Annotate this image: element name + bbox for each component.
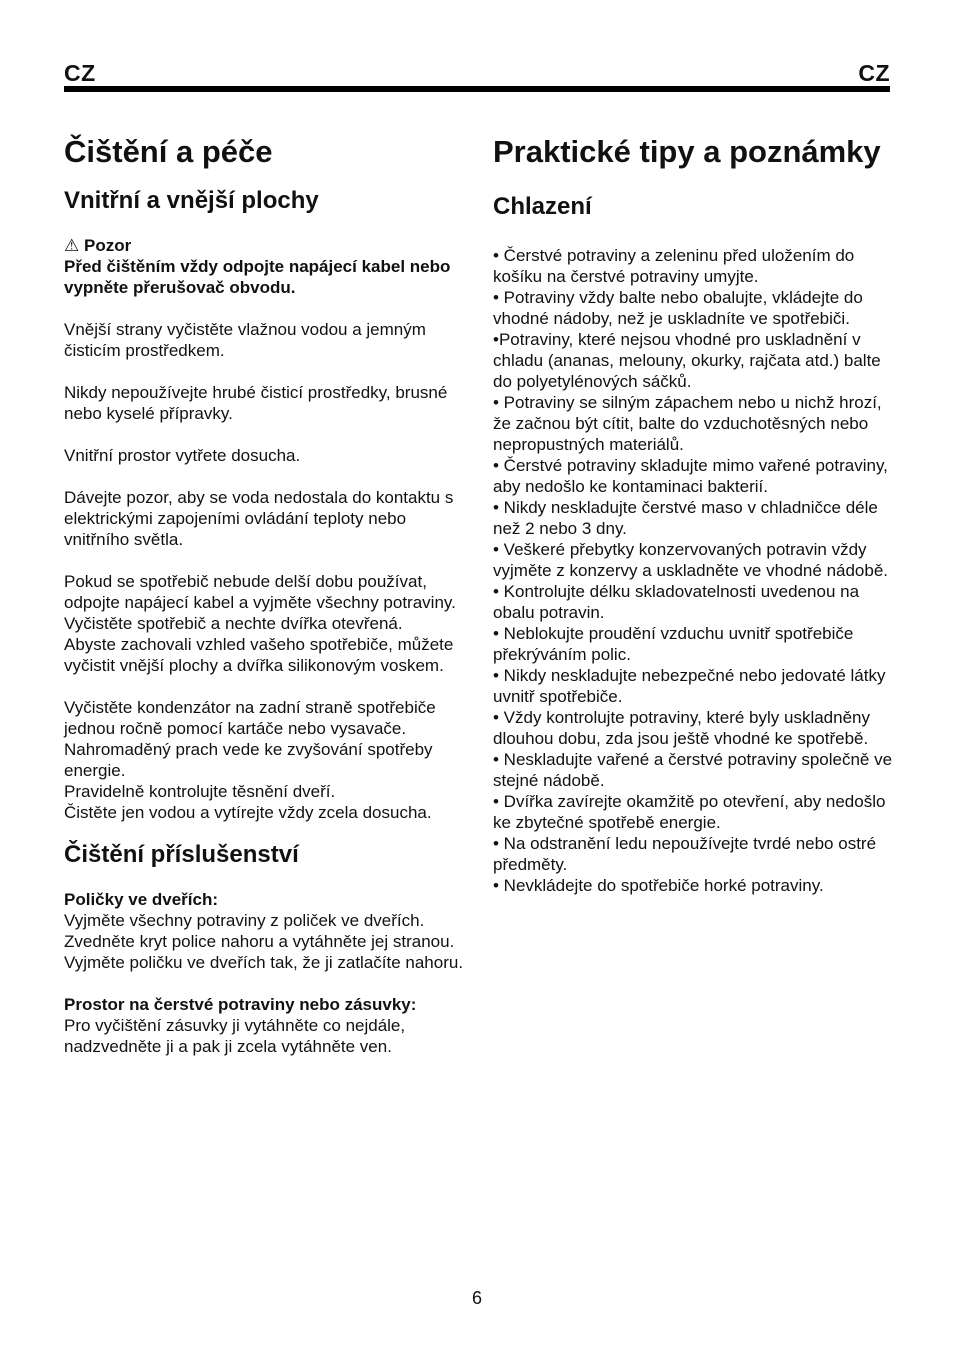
list-item: • Nikdy neskladujte nebezpečné nebo jedovaté látky uvnitř spotřebiče. [493,666,886,706]
heading-surfaces: Vnitřní a vnější plochy [64,187,319,214]
list-item: • Potraviny se silným zápachem nebo u nichž hrozí, že začnou být cítit, balte do vzduchotěsných nebo nepropustných materiálů. [493,393,882,454]
list-item: • Čerstvé potraviny a zeleninu před uložením do košíku na čerstvé potraviny umyjte. [493,246,855,286]
language-code-left: CZ [64,60,96,86]
list-item: • Potraviny vždy balte nebo obalujte, vkládejte do vhodné nádoby, než je uskladníte ve spotřebiči. [493,288,863,328]
list-item: • Neblokujte proudění vzduchu uvnitř spotřebiče překrýváním polic. [493,624,854,664]
list-item: • Neskladujte vařené a čerstvé potraviny společně ve stejné nádobě. [493,750,893,790]
page-number: 6 [471,1288,482,1308]
list-item: • Kontrolujte délku skladovatelnosti uvedenou na obalu potravin. [493,582,860,622]
heading-accessories: Čištění příslušenství [64,841,299,868]
warning-label: Pozor [83,236,132,255]
list-item: • Nikdy neskladujte čerstvé maso v chladničce déle než 2 nebo 3 dny. [493,498,878,538]
warning-block [64,235,464,256]
paragraph: Vnitřní prostor vytřete dosucha. [64,446,301,465]
paragraph: Dávejte pozor, aby se voda nedostala do kontaktu s elektrickými zapojeními ovládání teploty nebo vnitřního světla. [64,488,454,549]
paragraph: Nikdy nepoužívejte hrubé čisticí prostředky, brusné nebo kyselé přípravky. [64,383,448,423]
page-title-cleaning: Čištění a péče [64,134,273,169]
paragraph: Pokud se spotřebič nebude delší dobu používat, odpojte napájecí kabel a vyjměte všechny potraviny. Vyčistěte spotřebič a nechte dvířka otevřená. [64,572,456,633]
language-code-right: CZ [858,60,890,86]
tips-list [493,245,893,896]
paragraph: Pro vyčištění zásuvky ji vytáhněte co nejdále, nadzvedněte ji a pak ji zcela vytáhněte ven. [64,1016,406,1056]
header-rule [64,86,890,92]
warning-icon: ⚠ [64,236,80,255]
subheading-drawers: Prostor na čerstvé potraviny nebo zásuvky: [64,995,417,1014]
list-item: • Na odstranění ledu nepoužívejte tvrdé nebo ostré předměty. [493,834,877,874]
list-item: • Dvířka zavírejte okamžitě po otevření, aby nedošlo ke zbytečné spotřebě energie. [493,792,886,832]
list-item: • Nevkládejte do spotřebiče horké potraviny. [493,876,824,895]
subheading-door-shelves: Poličky ve dveřích: [64,890,219,909]
paragraph: Vnější strany vyčistěte vlažnou vodou a jemným čisticím prostředkem. [64,320,426,360]
warning-text: Před čištěním vždy odpojte napájecí kabel nebo vypněte přerušovač obvodu. [64,257,451,297]
list-item: • Vždy kontrolujte potraviny, které byly uskladněny dlouhou dobu, zda jsou ještě vhodné ke spotřebě. [493,708,870,748]
list-item: •Potraviny, které nejsou vhodné pro uskladnění v chladu (ananas, melouny, okurky, rajčata atd.) balte do polyetylénových sáčků. [493,330,881,391]
list-item: • Veškeré přebytky konzervovaných potravin vždy vyjměte z konzervy a uskladněte ve vhodné nádobě. [493,540,889,580]
page-title-tips: Praktické tipy a poznámky [493,134,881,169]
paragraph: Pravidelně kontrolujte těsnění dveří. [64,782,336,801]
paragraph: Vyjměte poličku ve dveřích tak, že ji zatlačíte nahoru. [64,953,464,972]
left-column [64,120,464,1057]
paragraph: Vyčistěte kondenzátor na zadní straně spotřebiče jednou ročně pomocí kartáče nebo vysavače. Nahromaděný prach vede ke zvyšování spotřeby energie. [64,698,436,780]
paragraph: Čistěte jen vodou a vytírejte vždy zcela dosucha. [64,803,432,822]
right-column [493,120,893,896]
paragraph: Vyjměte všechny potraviny z poliček ve dveřích. Zvedněte kryt police nahoru a vytáhněte jej stranou. [64,911,455,951]
heading-cooling: Chlazení [493,193,592,220]
paragraph: Abyste zachovali vzhled vašeho spotřebiče, můžete vyčistit vnější plochy a dvířka silikonovým voskem. [64,635,454,675]
list-item: • Čerstvé potraviny skladujte mimo vařené potraviny, aby nedošlo ke kontaminaci bakterií. [493,456,888,496]
